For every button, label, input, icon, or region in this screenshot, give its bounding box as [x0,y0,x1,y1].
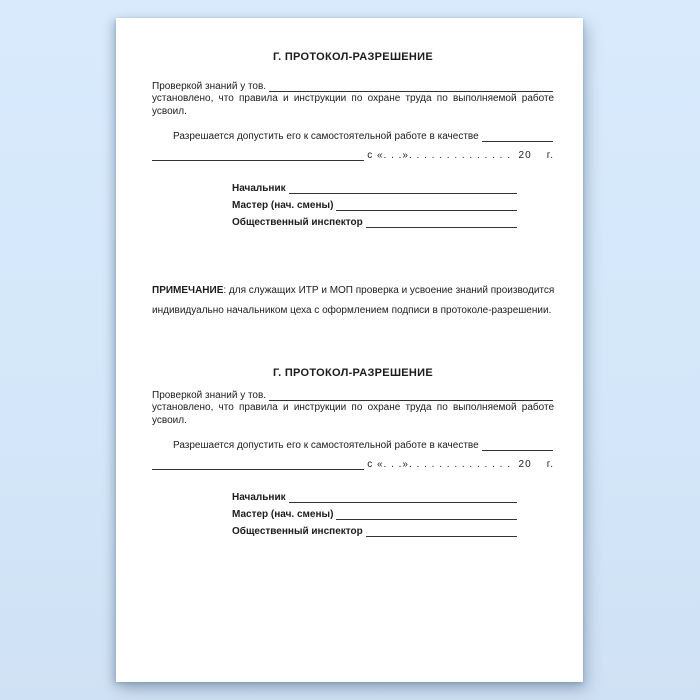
note-text-1: : для служащих ИТР и МОП проверка и усвоение знаний производится [223,285,555,296]
blank-line [289,182,517,194]
note-line-1 [152,281,554,301]
signature-label: Начальник [232,182,286,194]
signature-block [232,182,518,229]
intro-label: Проверкой знаний у тов. [152,389,267,401]
signature-row-chief [232,182,518,195]
signature-row-inspector [232,525,518,538]
signature-row-master [232,508,518,521]
document-page [116,18,583,682]
signature-label: Начальник [232,491,286,503]
signature-label: Общественный инспектор [232,216,363,228]
note-block [152,281,554,321]
blank-line [366,216,517,228]
date-placeholder: с «. . .». . . . . . . . . . . . . . 20 г. [367,458,554,470]
note-label: ПРИМЕЧАНИЕ [152,285,224,296]
section-title: Г. ПРОТОКОЛ-РАЗРЕШЕНИЕ [272,51,434,63]
blank-line [152,149,364,161]
date-line [152,458,554,471]
intro-line-2: установлено, что правила и инструкции по охране труда по выполняемой работе [152,402,554,413]
date-line [152,149,554,162]
protocol-section-2 [152,367,554,538]
blank-line [269,80,553,92]
signature-label: Общественный инспектор [232,525,363,537]
permission-label: Разрешается допустить его к самостоятельной работе в качестве [173,439,479,451]
permission-label: Разрешается допустить его к самостоятельной работе в качестве [173,130,479,142]
permission-line [152,439,554,452]
signature-row-chief [232,491,518,504]
intro-line-3: усвоил. [152,105,187,117]
signature-row-inspector [232,216,518,229]
date-placeholder: с «. . .». . . . . . . . . . . . . . 20 г. [367,149,554,161]
signature-label: Мастер (нач. смены) [232,508,334,520]
note-line-2: индивидуально начальником цеха с оформлением подписи в протоколе-разрешении. [152,305,552,316]
signature-label: Мастер (нач. смены) [232,199,334,211]
intro-label: Проверкой знаний у тов. [152,80,267,92]
section-title: Г. ПРОТОКОЛ-РАЗРЕШЕНИЕ [272,367,434,379]
blank-line [482,130,553,142]
blank-line [336,508,517,520]
signature-row-master [232,199,518,212]
blank-line [289,491,517,503]
blank-line [269,389,553,401]
intro-line-1 [152,389,554,402]
blank-line [482,439,553,451]
protocol-section-1 [152,51,554,229]
permission-line [152,130,554,143]
blank-line [366,525,517,537]
intro-line-3: усвоил. [152,414,187,426]
signature-block [232,491,518,538]
blank-line [152,458,364,470]
intro-line-2: установлено, что правила и инструкции по охране труда по выполняемой работе [152,93,554,104]
intro-line-1 [152,80,554,93]
blank-line [336,199,517,211]
